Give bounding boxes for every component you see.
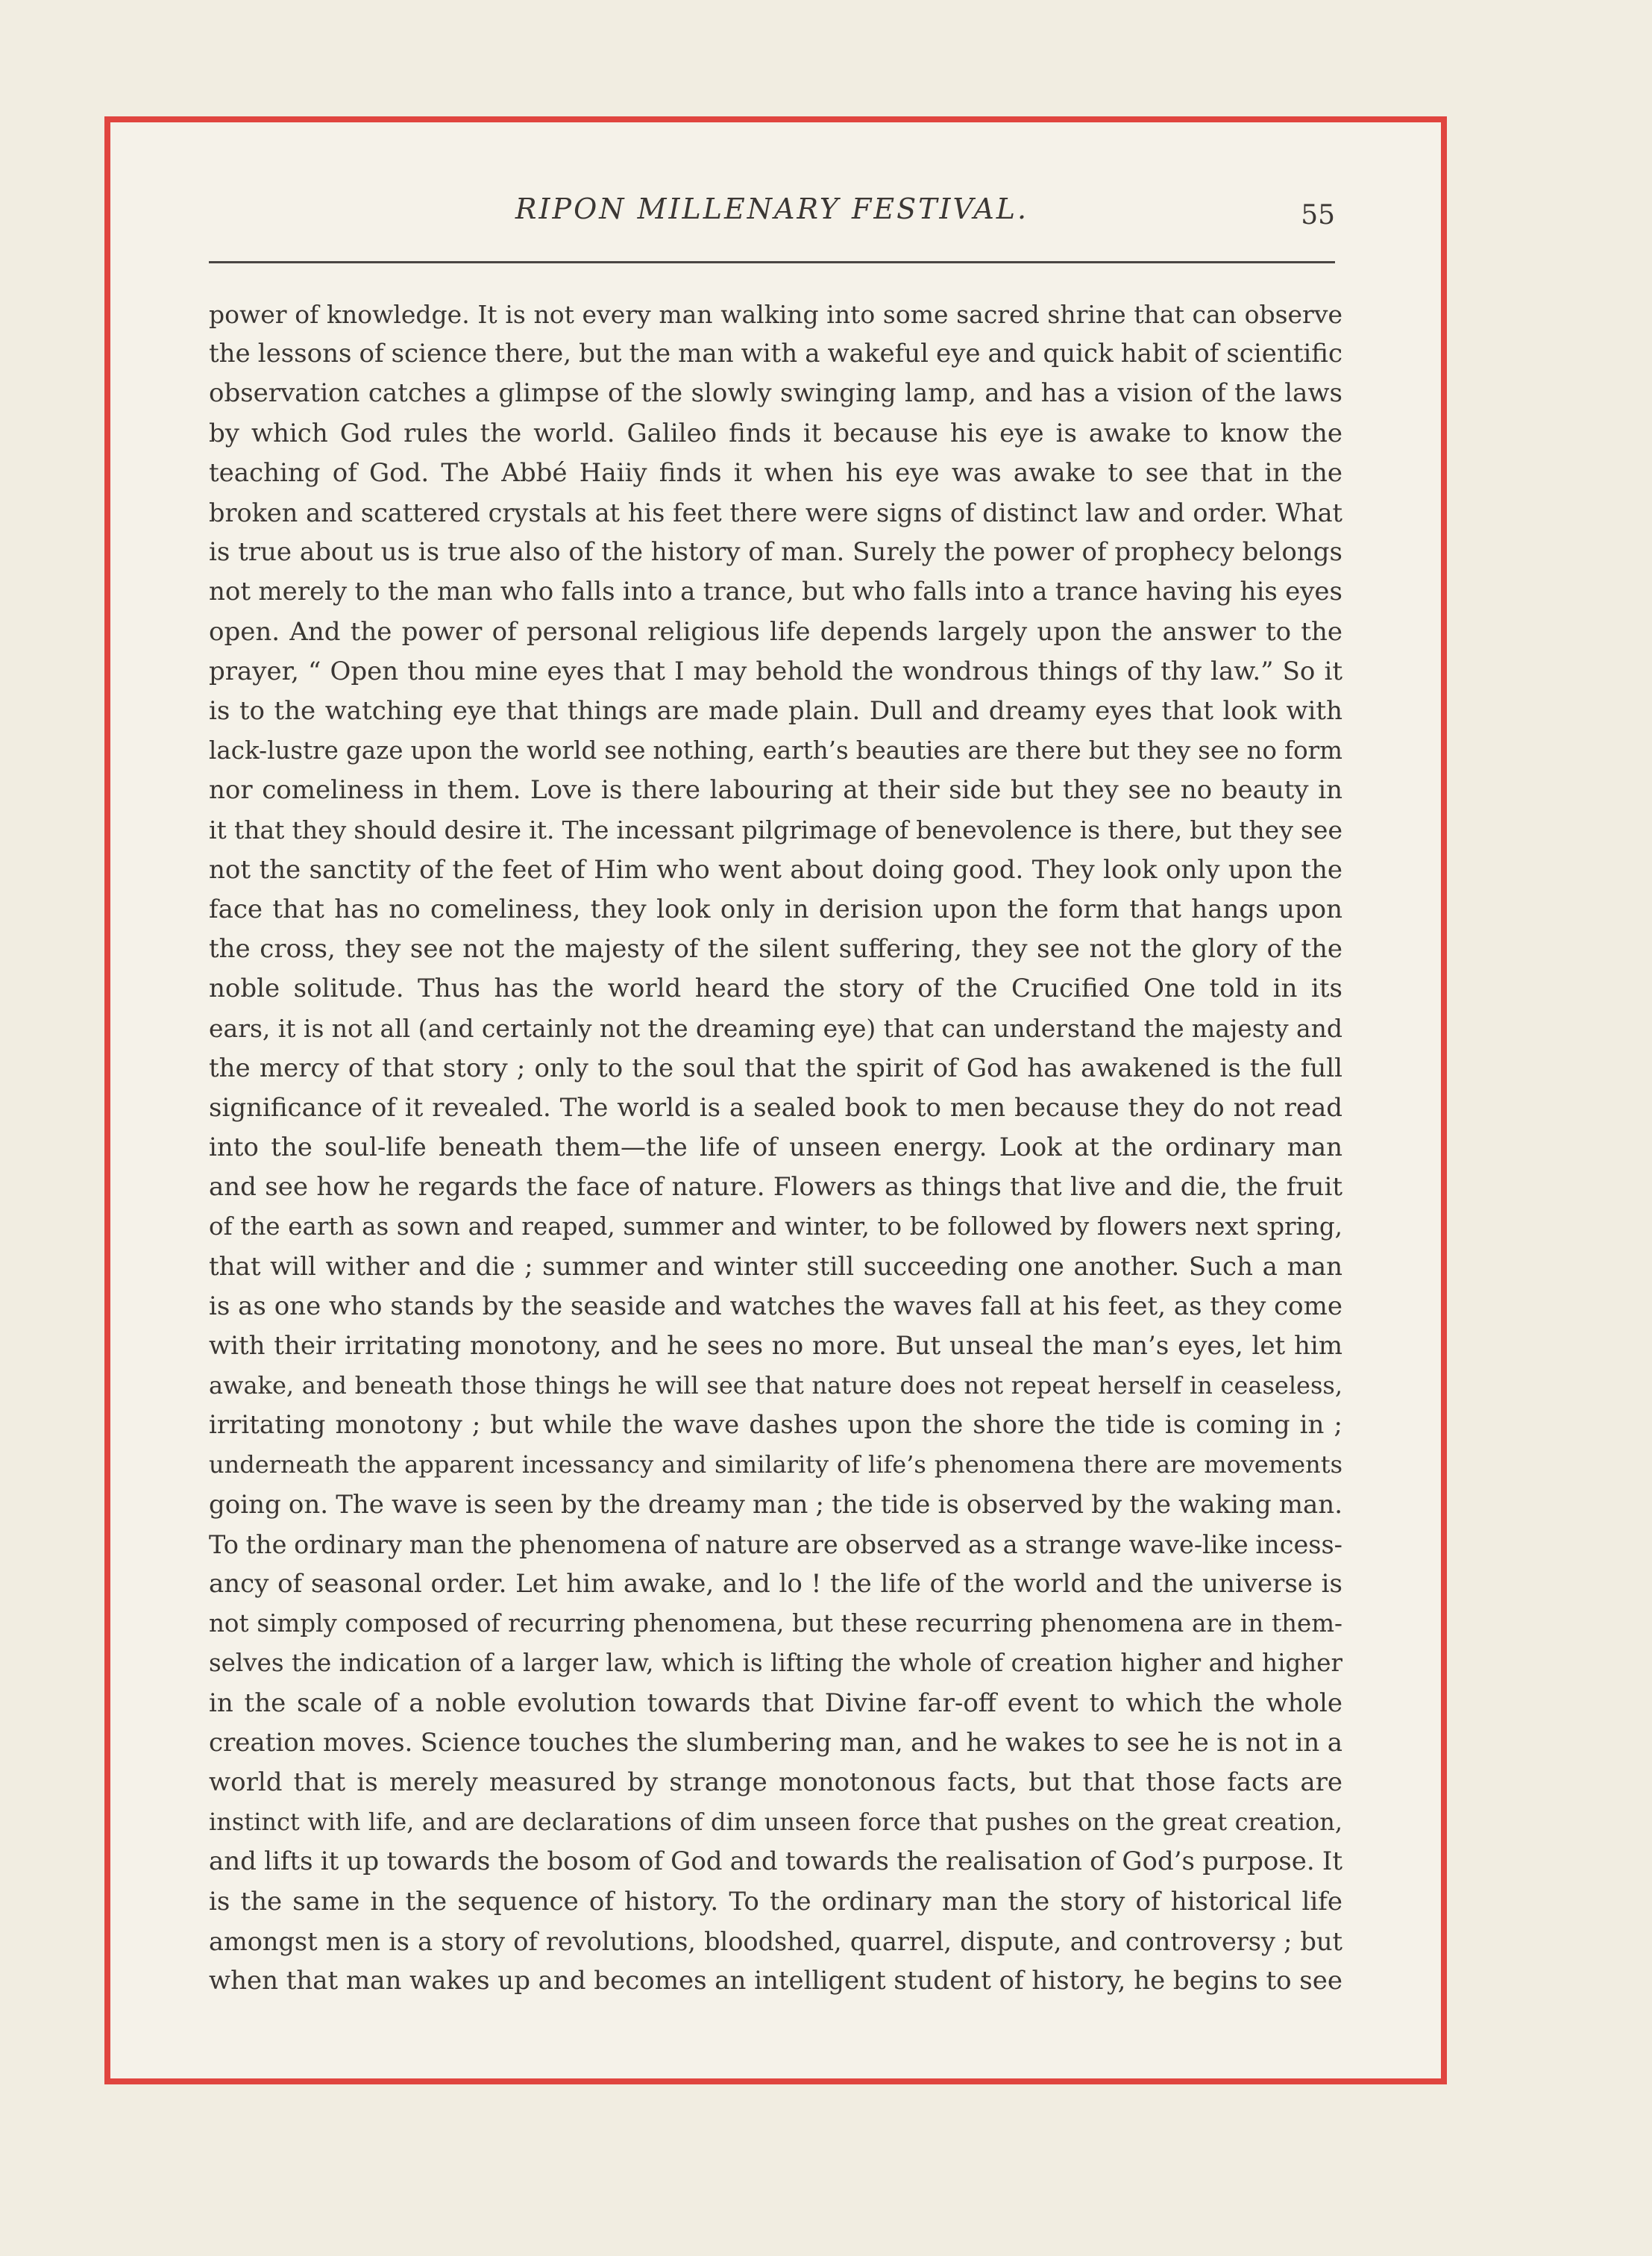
text-line: with their irritating monotony, and he sees no more. But unseal the man’s eyes, let him [209,1330,1342,1361]
text-line: teaching of God. The Abbé Haiiy finds it when his eye was awake to see that in the [209,457,1342,488]
text-line: ears, it is not all (and certainly not the dreaming eye) that can understand the majesty and [209,1014,1342,1044]
text-line: not merely to the man who falls into a trance, but who falls into a trance having his eyes [209,577,1342,607]
text-line: awake, and beneath those things he will see that nature does not repeat herself in ceaseless, [209,1371,1342,1400]
text-line: amongst men is a story of revolutions, bloodshed, quarrel, dispute, and controversy ; but [209,1926,1342,1956]
text-line: by which God rules the world. Galileo finds it because his eye is awake to know the [209,418,1342,448]
text-line: world that is merely measured by strange monotonous facts, but that those facts are [209,1767,1342,1797]
text-line: is as one who stands by the seaside and watches the waves fall at his feet, as they come [209,1291,1342,1321]
text-line: and lifts it up towards the bosom of God and towards the realisation of God’s purpose. It [209,1846,1342,1877]
text-line: power of knowledge. It is not every man walking into some sacred shrine that can observe [209,300,1342,329]
text-line: broken and scattered crystals at his feet there were signs of distinct law and order. What [209,498,1342,527]
text-line: is the same in the sequence of history. To the ordinary man the story of historical life [209,1886,1342,1917]
text-line: underneath the apparent incessancy and similarity of life’s phenomena there are movements [209,1450,1342,1479]
text-line: the mercy of that story ; only to the soul that the spirit of God has awakened is the full [209,1053,1342,1083]
text-line: it that they should desire it. The incessant pilgrimage of benevolence is there, but they see [209,815,1342,845]
text-line: noble solitude. Thus has the world heard the story of the Crucified One told in its [209,974,1342,1004]
text-line: when that man wakes up and becomes an intelligent student of history, he begins to see [209,1965,1342,1996]
text-line: of the earth as sown and reaped, summer and winter, to be followed by flowers next spring, [209,1212,1342,1241]
text-line: going on. The wave is seen by the dreamy man ; the tide is observed by the waking man. [209,1489,1342,1520]
page-number: 55 [1301,200,1335,231]
running-title: RIPON MILLENARY FESTIVAL. [515,192,1029,225]
text-line: into the soul-life beneath them—the life of unseen energy. Look at the ordinary man [209,1132,1342,1162]
running-head [209,188,1335,240]
text-line: irritating monotony ; but while the wave dashes upon the shore the tide is coming in ; [209,1410,1342,1441]
text-line: lack-lustre gaze upon the world see nothing, earth’s beauties are there but they see no form [209,736,1342,765]
text-line: observation catches a glimpse of the slowly swinging lamp, and has a vision of the laws [209,378,1342,409]
text-line: is true about us is true also of the history of man. Surely the power of prophecy belongs [209,537,1342,568]
text-line: the lessons of science there, but the man with a wakeful eye and quick habit of scientific [209,339,1342,369]
body-text [209,295,1342,2001]
text-line: is to the watching eye that things are made plain. Dull and dreamy eyes that look with [209,695,1342,726]
text-line: creation moves. Science touches the slumbering man, and he wakes to see he is not in a [209,1727,1342,1758]
text-line: that will wither and die ; summer and winter still succeeding one another. Such a man [209,1251,1342,1282]
text-line: in the scale of a noble evolution towards that Divine far-off event to which the whole [209,1688,1342,1718]
text-line: selves the indication of a larger law, which is lifting the whole of creation higher and higher [209,1649,1342,1678]
text-line: face that has no comeliness, they look only in derision upon the form that hangs upon [209,894,1342,924]
text-line: the cross, they see not the majesty of the silent suffering, they see not the glory of the [209,934,1342,964]
text-line: significance of it revealed. The world is a sealed book to men because they do not read [209,1092,1342,1123]
text-line: prayer, “ Open thou mine eyes that I may behold the wondrous things of thy law.” So it [209,656,1342,686]
text-line: open. And the power of personal religious life depends largely upon the answer to the [209,616,1342,647]
text-line: not simply composed of recurring phenomena, but these recurring phenomena are in them- [209,1609,1342,1638]
text-line: and see how he regards the face of nature. Flowers as things that live and die, the fruit [209,1172,1342,1203]
header-rule [209,261,1335,263]
text-line: nor comeliness in them. Love is there labouring at their side but they see no beauty in [209,775,1342,806]
text-line: instinct with life, and are declarations of dim unseen force that pushes on the great creation, [209,1808,1342,1837]
text-line: To the ordinary man the phenomena of nature are observed as a strange wave-like incess- [209,1529,1342,1559]
text-line: not the sanctity of the feet of Him who went about doing good. They look only upon the [209,854,1342,885]
text-line: ancy of seasonal order. Let him awake, and lo ! the life of the world and the universe is [209,1569,1342,1599]
